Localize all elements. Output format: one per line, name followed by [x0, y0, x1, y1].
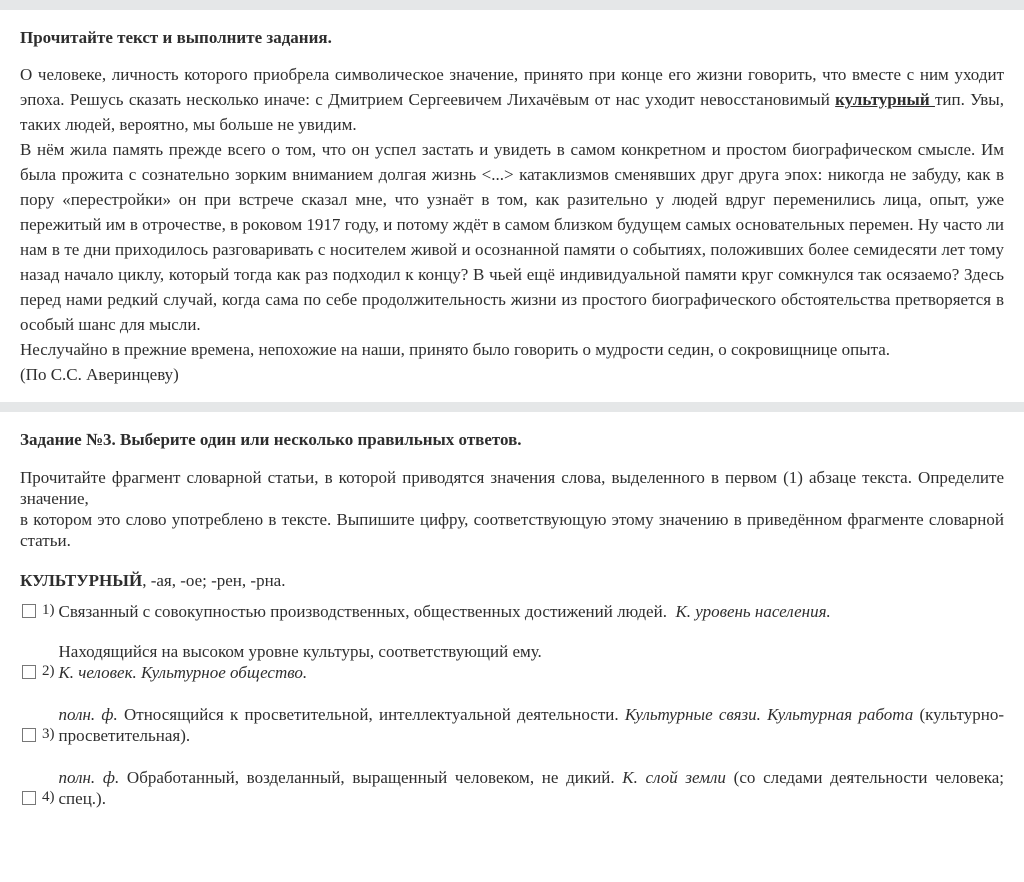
option-number: 3) — [42, 726, 55, 742]
option-text — [59, 641, 1005, 683]
option-number: 4) — [42, 789, 55, 805]
option-text — [59, 704, 1005, 746]
option-definition: Относящийся к просветительной, интеллектуальной деятельности. — [124, 705, 619, 724]
option-text — [59, 767, 1005, 809]
option-number: 1) — [42, 602, 55, 618]
text-source: (По С.С. Аверинцеву) — [20, 365, 179, 384]
paragraph-1-end: тип. Увы, таких людей, вероятно, мы больше не увидим. — [20, 90, 1004, 134]
task-description — [20, 467, 1004, 551]
paragraph-1-start: О человеке, личность которого приобрела символическое значение, принято при конце его жизни говорить, что вместе с ним уходит эпоха. Решусь сказать несколько иначе: с Дмитрием Сергеевичем Лихачёвым от нас уходит невосстановимый — [20, 65, 1004, 109]
option-number: 2) — [42, 663, 55, 679]
answer-checkbox-2[interactable] — [22, 665, 36, 679]
answer-option-2[interactable] — [22, 641, 1004, 683]
option-example: К. слой земли — [622, 768, 726, 787]
reading-text-section — [0, 27, 1024, 387]
option-example: Культурные связи. Культурная работа — [624, 705, 914, 724]
answer-option-3[interactable] — [22, 704, 1004, 746]
dictionary-forms: , -ая, -ое; -рен, -рна. — [142, 571, 286, 590]
dictionary-entry-header — [20, 570, 1004, 592]
option-example: К. человек. Культурное общество. — [58, 663, 308, 682]
option-definition: Связанный с совокупностью производственных, общественных достижений людей. — [58, 602, 667, 621]
task-description-line-2: в котором это слово употреблено в тексте. Выпишите цифру, соответствующую этому значению в приведённом фрагменте словарной статьи. — [20, 510, 1004, 550]
paragraph-1 — [20, 62, 1004, 137]
option-definition: Находящийся на высоком уровне культуры, соответствующий ему. — [58, 642, 542, 661]
option-text — [59, 601, 1005, 622]
answer-option-1[interactable] — [22, 600, 1004, 622]
answer-checkbox-3[interactable] — [22, 728, 36, 742]
option-definition: Обработанный, возделанный, выращенный человеком, не дикий. — [126, 768, 615, 787]
paragraph-3: Неслучайно в прежние времена, непохожие на наши, принято было говорить о мудрости седин, о сокровищнице опыта. — [20, 340, 891, 359]
section-divider-bar — [0, 402, 1024, 412]
reading-instruction-heading: Прочитайте текст и выполните задания. — [20, 28, 332, 47]
reading-text — [20, 62, 1004, 387]
highlighted-word: культурный — [835, 90, 935, 109]
answer-checkbox-4[interactable] — [22, 791, 36, 805]
option-grammar-note: полн. ф. — [58, 768, 120, 787]
paragraph-2: В нём жила память прежде всего о том, что он успел застать и увидеть в самом конкретном и простом биографическом смысле. Им была прожита с сознательно зорким вниманием долгая жизнь <...> катаклизмов сменявших друг друга эпох: никогда не забуду, как в пору «перестройки» он при встрече сказал мне, что узнаёт в том, как разительно у людей вдруг переменились лица, опыт, уже пережитый им в отрочестве, в роковом 1917 году, и потому ждёт в самом близком будущем самых основательных перемен. Ну часто ли нам в те дни приходилось разговаривать с носителем живой и осознанной памяти о событиях, положивших более семидесяти лет тому назад начало циклу, который тогда как раз подходил к концу? В чьей ещё индивидуальной памяти круг сомкнулся так осязаемо? Здесь перед нами редкий случай, когда сама по себе продолжительность жизни из простого биографического обстоятельства претворяется в особый шанс для мысли. — [20, 140, 1004, 334]
option-note: (культурно-просветительная). — [58, 705, 1004, 745]
top-divider-bar — [0, 0, 1024, 10]
answer-option-4[interactable] — [22, 767, 1004, 809]
answer-checkbox-1[interactable] — [22, 604, 36, 618]
task-section — [0, 429, 1024, 809]
option-note: (со следами деятельности человека; спец.). — [58, 768, 1005, 808]
task-heading: Задание №3. Выберите один или несколько правильных ответов. — [20, 430, 522, 449]
dictionary-headword: КУЛЬТУРНЫЙ — [20, 571, 143, 590]
option-example: К. уровень населения. — [675, 602, 831, 621]
option-grammar-note: полн. ф. — [58, 705, 118, 724]
task-description-line-1: Прочитайте фрагмент словарной статьи, в которой приводятся значения слова, выделенного в первом (1) абзаце текста. Определите значение, — [20, 468, 1004, 508]
